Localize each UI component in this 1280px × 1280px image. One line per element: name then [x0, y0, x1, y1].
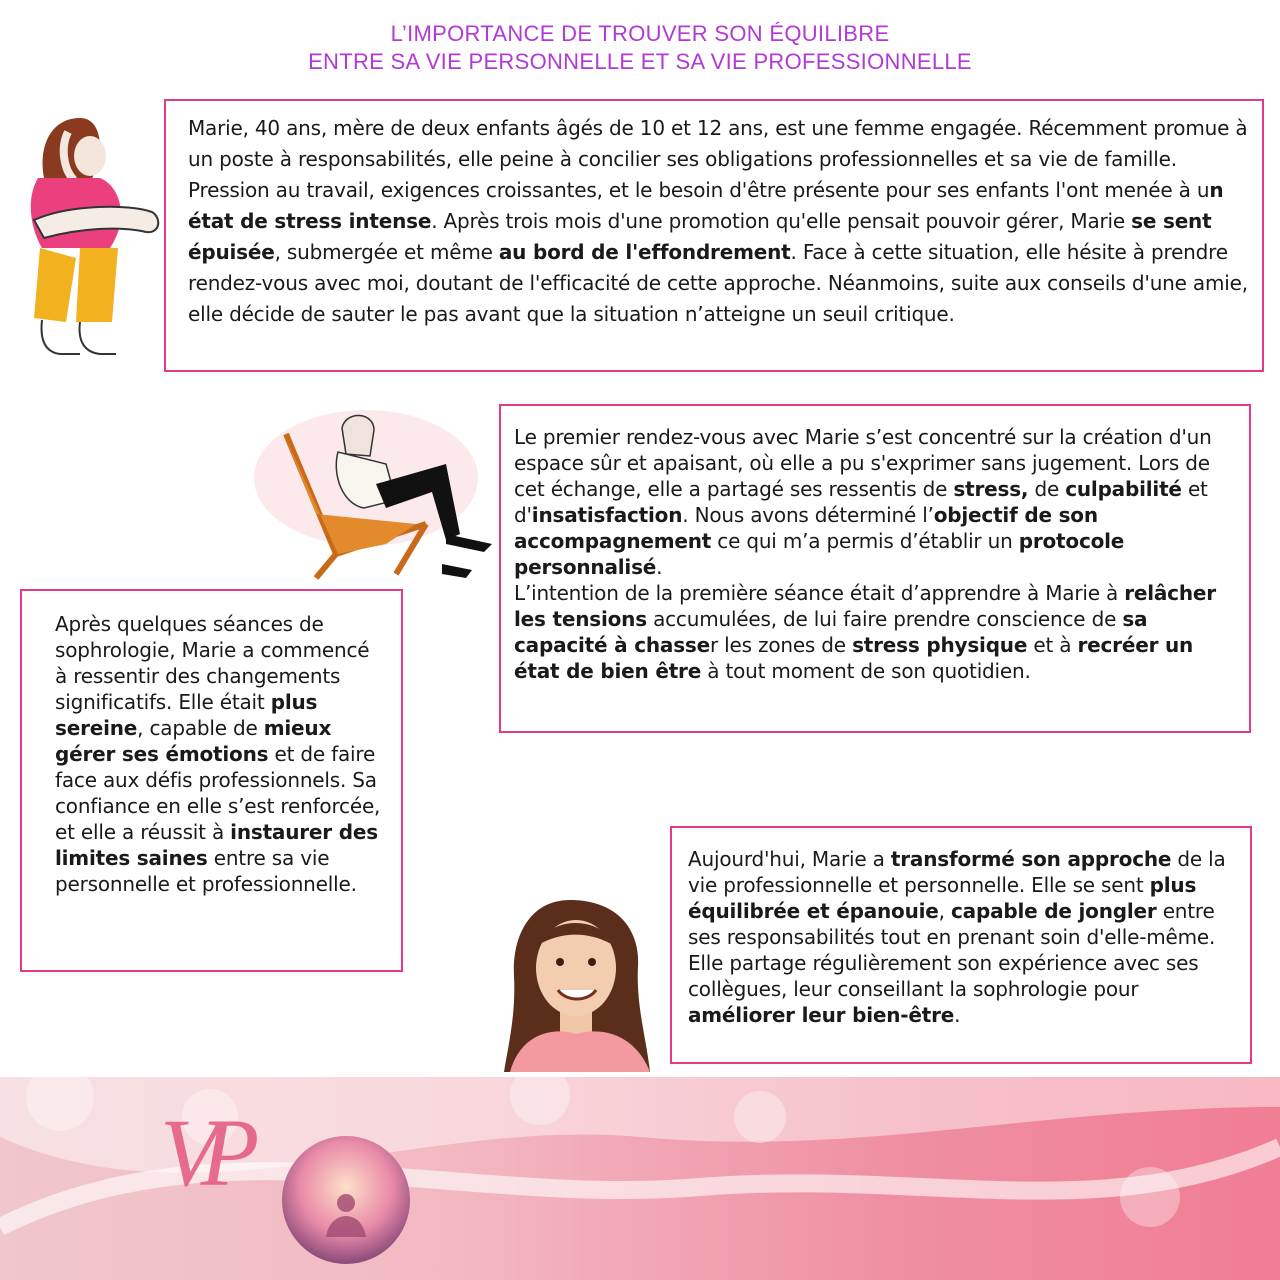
body-text: et d': [514, 477, 1208, 527]
relaxed-woman-illustration: [246, 404, 502, 580]
body-text: Marie, 40 ans, mère de deux enfants âgés de 10 et 12 ans, est une femme engagée. Récemment promue à un poste à responsabilités, elle peine à concilier ses obligations professionnelles et sa vie de famille. Pression au travail, exigences croissantes, et le besoin d'être présente pour ses enfants l'ont menée à u: [188, 116, 1248, 202]
footer-banner: [0, 1077, 1280, 1280]
body-text: . Face à cette situation, elle hésite à prendre rendez-vous avec moi, doutant de l'efficacité de cette approche. Néanmoins, suite aux conseils d'une amie, elle décide de sauter le pas avant que la situation n’atteigne un seuil critique.: [188, 240, 1248, 326]
emphasis-text: se sent épuisée: [188, 209, 1212, 264]
emphasis-text: capable de jongler: [951, 899, 1157, 923]
emphasis-text: transformé son approche: [890, 847, 1172, 871]
body-text: de: [1028, 477, 1066, 501]
emphasis-text: protocole personnalisé: [514, 529, 1125, 579]
emphasis-text: recréer un état de bien être: [514, 633, 1194, 683]
intro-paragraph: [188, 113, 1252, 330]
emphasis-text: n état de stress intense: [188, 178, 1224, 233]
stressed-woman-illustration: [20, 108, 165, 364]
body-text: et à: [1027, 633, 1078, 657]
body-text: et de faire face aux défis professionnels. Sa confiance en elle s’est renforcée, et elle a réussit à: [55, 742, 381, 844]
body-text: ce qui m’a permis d’établir un: [711, 529, 1019, 553]
title-line-1: L’IMPORTANCE DE TROUVER SON ÉQUILIBRE: [390, 21, 890, 46]
body-text: . Nous avons déterminé l’: [682, 503, 934, 527]
body-text: accumulées, de lui faire prendre conscience de: [646, 607, 1123, 631]
first-session-paragraph: [514, 424, 1237, 580]
emphasis-text: culpabilité: [1065, 477, 1182, 501]
title-line-2: ENTRE SA VIE PERSONNELLE ET SA VIE PROFESSIONNELLE: [308, 49, 972, 74]
body-text: r les zones de: [710, 633, 853, 657]
body-text: ,: [938, 899, 951, 923]
first-session-text-box: [499, 404, 1251, 733]
logo-letters: VP: [160, 1099, 242, 1206]
first-session-paragraph-2: [514, 580, 1237, 684]
emphasis-text: plus sereine: [55, 690, 318, 740]
body-text: , submergée et même: [274, 240, 499, 264]
emphasis-text: améliorer leur bien-être: [688, 1003, 955, 1027]
intro-text-box: [164, 99, 1264, 372]
emphasis-text: relâcher les tensions: [514, 581, 1216, 631]
body-text: entre ses responsabilités tout en prenant soin d'elle-même. Elle partage régulièrement son expérience avec ses collègues, leur conseillant la sophrologie pour: [688, 899, 1216, 1001]
progress-text-box: [20, 589, 403, 972]
body-text: L’intention de la première séance était d’apprendre à Marie à: [514, 581, 1125, 605]
body-text: Aujourd'hui, Marie a: [688, 847, 891, 871]
emphasis-text: objectif de son accompagnement: [514, 503, 1098, 553]
emphasis-text: au bord de l'effondrement: [498, 240, 791, 264]
emphasis-text: plus équilibrée et épanouie: [688, 873, 1197, 923]
body-text: . Après trois mois d'une promotion qu'elle pensait pouvoir gérer, Marie: [431, 209, 1132, 233]
body-text: , capable de: [137, 716, 264, 740]
today-paragraph: [688, 846, 1240, 1028]
emphasis-text: sa capacité à chasse: [514, 607, 1148, 657]
body-text: Après quelques séances de sophrologie, Marie a commencé à ressentir des changements significatifs. Elle était: [55, 612, 370, 714]
body-text: entre sa vie personnelle et professionnelle.: [55, 846, 357, 896]
body-text: à tout moment de son quotidien.: [701, 659, 1031, 683]
emphasis-text: stress,: [953, 477, 1029, 501]
progress-paragraph: [55, 611, 383, 897]
body-text: de la vie professionnelle et personnelle. Elle se sent: [688, 847, 1226, 897]
body-text: Le premier rendez-vous avec Marie s’est concentré sur la création d'un espace sûr et apaisant, où elle a pu s'exprimer sans jugement. Lors de cet échange, elle a partagé ses ressentis de: [514, 425, 1212, 501]
emphasis-text: mieux gérer ses émotions: [55, 716, 332, 766]
body-text: .: [656, 555, 663, 579]
body-text: .: [954, 1003, 961, 1027]
page-title: [0, 20, 1280, 76]
emphasis-text: stress physique: [852, 633, 1028, 657]
emphasis-text: insatisfaction: [531, 503, 683, 527]
today-text-box: [670, 826, 1252, 1064]
smiling-woman-illustration: [500, 896, 658, 1076]
emphasis-text: instaurer des limites saines: [55, 820, 378, 870]
